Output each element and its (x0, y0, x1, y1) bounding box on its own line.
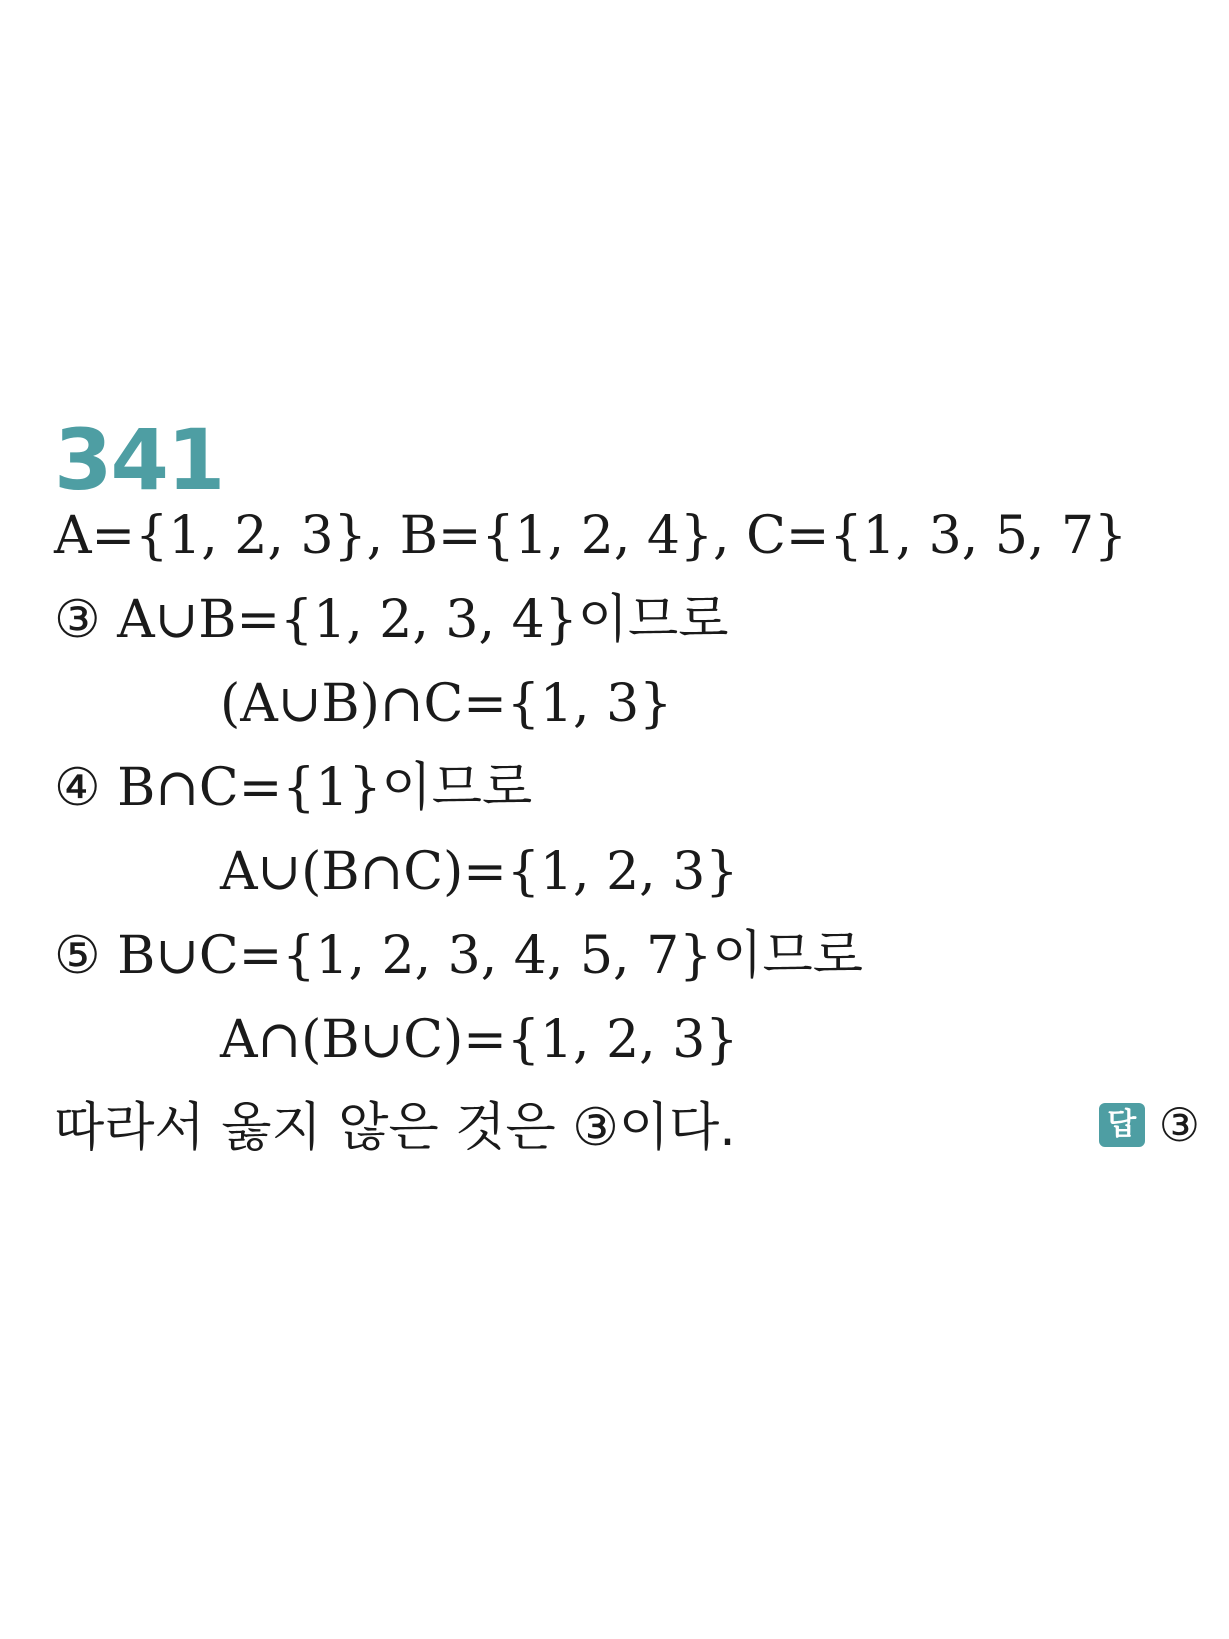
step-4-statement: ④ B∩C={1}이므로 (54, 758, 533, 818)
step-3-result: (A∪B)∩C={1, 3} (220, 674, 673, 734)
step-4-result: A∪(B∩C)={1, 2, 3} (220, 842, 739, 902)
conclusion-row (54, 1098, 1200, 1158)
answer-badge: 답 (1099, 1103, 1145, 1147)
step-5-statement: ⑤ B∪C={1, 2, 3, 4, 5, 7}이므로 (54, 926, 863, 986)
step-3-statement: ③ A∪B={1, 2, 3, 4}이므로 (54, 590, 729, 650)
solution-block (54, 411, 1204, 1158)
conclusion-text: 따라서 옳지 않은 것은 ③이다. (54, 1098, 736, 1158)
answer-value: ③ (1158, 1098, 1200, 1152)
set-definitions: A={1, 2, 3}, B={1, 2, 4}, C={1, 3, 5, 7} (54, 506, 1128, 566)
answer (1099, 1098, 1200, 1152)
step-5-result: A∩(B∪C)={1, 2, 3} (220, 1010, 739, 1070)
problem-number: 341 (54, 411, 224, 509)
